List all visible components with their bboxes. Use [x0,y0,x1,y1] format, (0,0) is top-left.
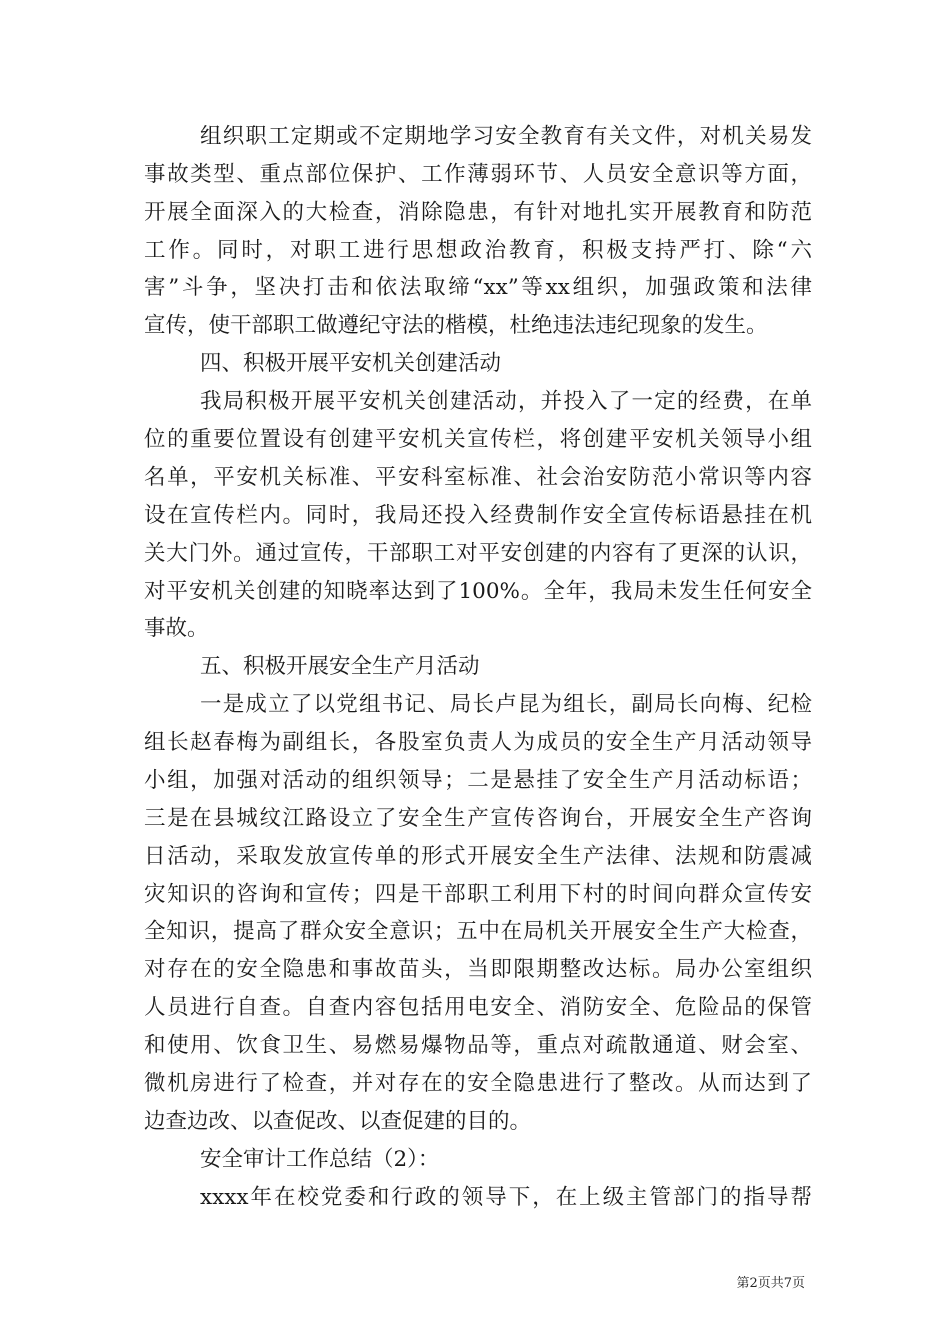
paragraph-line: 我局积极开展平安机关创建活动，并投入了一定的经费，在单 [200,389,812,414]
paragraph-line: 开展全面深入的大检查，消除隐患，有针对地扎实开展教育和防范 [144,200,812,225]
paragraph-line: 人员进行自查。自查内容包括用电安全、消防安全、危险品的保管 [144,995,812,1020]
paragraph-line: 宣传，使干部职工做遵纪守法的楷模，杜绝违法违纪现象的发生。 [144,313,768,338]
paragraph-line: xxxx年在校党委和行政的领导下，在上级主管部门的指导帮 [200,1185,812,1210]
paragraph-line: 小组，加强对活动的组织领导；二是悬挂了安全生产月活动标语； [144,768,812,793]
paragraph-line: 三是在县城纹江路设立了安全生产宣传咨询台，开展安全生产咨询 [144,806,812,831]
paragraph-line: 工作。同时，对职工进行思想政治教育，积极支持严打、除“六 [144,238,812,263]
summary-heading: 安全审计工作总结（2）： [200,1147,440,1172]
paragraph-line: 对平安机关创建的知晓率达到了100%。全年，我局未发生任何安全 [144,579,812,604]
paragraph-line: 名单，平安机关标准、平安科室标准、社会治安防范小常识等内容 [144,465,812,490]
paragraph-line: 设在宣传栏内。同时，我局还投入经费制作安全宣传标语悬挂在机 [144,503,812,528]
paragraph-line: 对存在的安全隐患和事故苗头，当即限期整改达标。局办公室组织 [144,957,812,982]
paragraph-line: 一是成立了以党组书记、局长卢昆为组长，副局长向梅、纪检 [200,692,812,717]
paragraph-line: 组织职工定期或不定期地学习安全教育有关文件，对机关易发 [200,124,812,149]
paragraph-line: 日活动，采取发放宣传单的形式开展安全生产法律、法规和防震减 [144,844,812,869]
paragraph-line: 位的重要位置设有创建平安机关宣传栏，将创建平安机关领导小组 [144,427,812,452]
paragraph-line: 和使用、饮食卫生、易燃易爆物品等，重点对疏散通道、财会室、 [144,1033,812,1058]
paragraph-line: 组长赵春梅为副组长，各股室负责人为成员的安全生产月活动领导 [144,730,812,755]
paragraph-line: 全知识，提高了群众安全意识；五中在局机关开展安全生产大检查， [144,919,812,944]
paragraph-line: 关大门外。通过宣传，干部职工对平安创建的内容有了更深的认识， [144,541,812,566]
paragraph-line: 事故。 [144,616,209,641]
paragraph-line: 事故类型、重点部位保护、工作薄弱环节、人员安全意识等方面， [144,162,812,187]
paragraph-line: 害”斗争，坚决打击和依法取缔“xx”等xx组织，加强政策和法律 [144,275,812,300]
paragraph-line: 灾知识的咨询和宣传；四是干部职工利用下村的时间向群众宣传安 [144,882,812,907]
section-heading-4: 四、积极开展平安机关创建活动 [200,351,502,376]
section-heading-5: 五、积极开展安全生产月活动 [200,654,480,679]
page-number: 第2页共7页 [736,1276,805,1291]
paragraph-line: 边查边改、以查促改、以查促建的目的。 [144,1109,532,1134]
paragraph-line: 微机房进行了检查，并对存在的安全隐患进行了整改。从而达到了 [144,1071,812,1096]
